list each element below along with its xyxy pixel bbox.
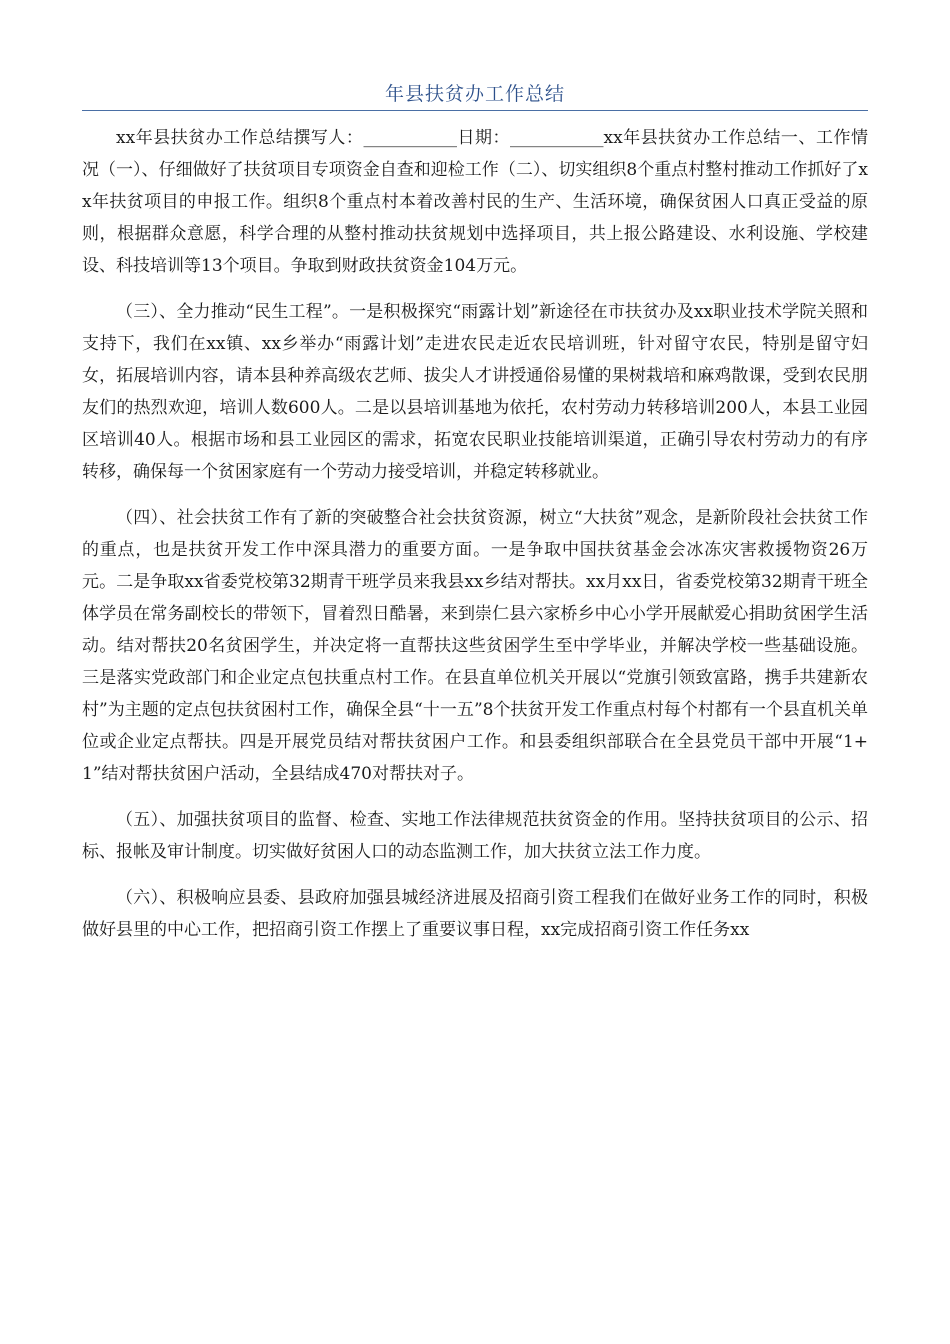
paragraph-livelihood-project: （三）、全力推动“民生工程”。一是积极探究“雨露计划”新途径在市扶贫办及xx职业技术学院关照和支持下，我们在xx镇、xx乡举办“雨露计划”走进农民走近农民培训班，针对留守农民，特别是留守妇女，拓展培训内容，请本县种养高级农艺师、拔尖人才讲授通俗易懂的果树栽培和麻鸡散课，受到农民朋友们的热烈欢迎，培训人数600人。二是以县培训基地为依托，农村劳动力转移培训200人，本县工业园区培训40人。根据市场和县工业园区的需求，拓宽农民职业技能培训渠道，正确引导农村劳动力的有序转移，确保每一个贫困家庭有一个劳动力接受培训，并稳定转移就业。 [82, 302, 868, 482]
paragraph-social-poverty-relief: （四）、社会扶贫工作有了新的突破整合社会扶贫资源，树立“大扶贫”观念，是新阶段社会扶贫工作的重点，也是扶贫开发工作中深具潜力的重要方面。一是争取中国扶贫基金会冰冻灾害救援物资26万元。二是争取xx省委党校第32期青干班学员来我县xx乡结对帮扶。xx月xx日，省委党校第32期青干班全体学员在常务副校长的带领下，冒着烈日酷暑，来到崇仁县六家桥乡中心小学开展献爱心捐助贫困学生活动。结对帮扶20名贫困学生，并决定将一直帮扶这些贫困学生至中学毕业，并解决学校一些基础设施。三是落实党政部门和企业定点包扶重点村工作。在县直单位机关开展以“党旗引领致富路，携手共建新农村”为主题的定点包扶贫困村工作，确保全县“十一五”8个扶贫开发工作重点村每个村都有一个县直机关单位或企业定点帮扶。四是开展党员结对帮扶贫困户工作。和县委组织部联合在全县党员干部中开展“1+1”结对帮扶贫困户活动，全县结成470对帮扶对子。 [82, 508, 868, 784]
paragraph-work-situation: xx年县扶贫办工作总结撰写人：___________日期：___________xx年县扶贫办工作总结一、工作情况（一）、仔细做好了扶贫项目专项资金自查和迎检工作（二）、切实组织8个重点村整村推动工作抓好了xx年扶贫项目的申报工作。组织8个重点村本着改善村民的生产、生活环境，确保贫困人口真正受益的原则，根据群众意愿，科学合理的从整村推动扶贫规划中选择项目，共上报公路建设、水利设施、学校建设、科技培训等13个项目。争取到财政扶贫资金104万元。 [82, 128, 868, 276]
document-body [82, 122, 868, 960]
title-underline [82, 110, 868, 111]
paragraph-investment-attraction: （六）、积极响应县委、县政府加强县城经济进展及招商引资工程我们在做好业务工作的同时，积极做好县里的中心工作，把招商引资工作摆上了重要议事日程，xx完成招商引资工作任务xx [82, 888, 868, 940]
document-title: 年县扶贫办工作总结 [384, 83, 565, 105]
paragraph-project-supervision: （五）、加强扶贫项目的监督、检查、实地工作法律规范扶贫资金的作用。坚持扶贫项目的公示、招标、报帐及审计制度。切实做好贫困人口的动态监测工作，加大扶贫立法工作力度。 [82, 810, 868, 862]
